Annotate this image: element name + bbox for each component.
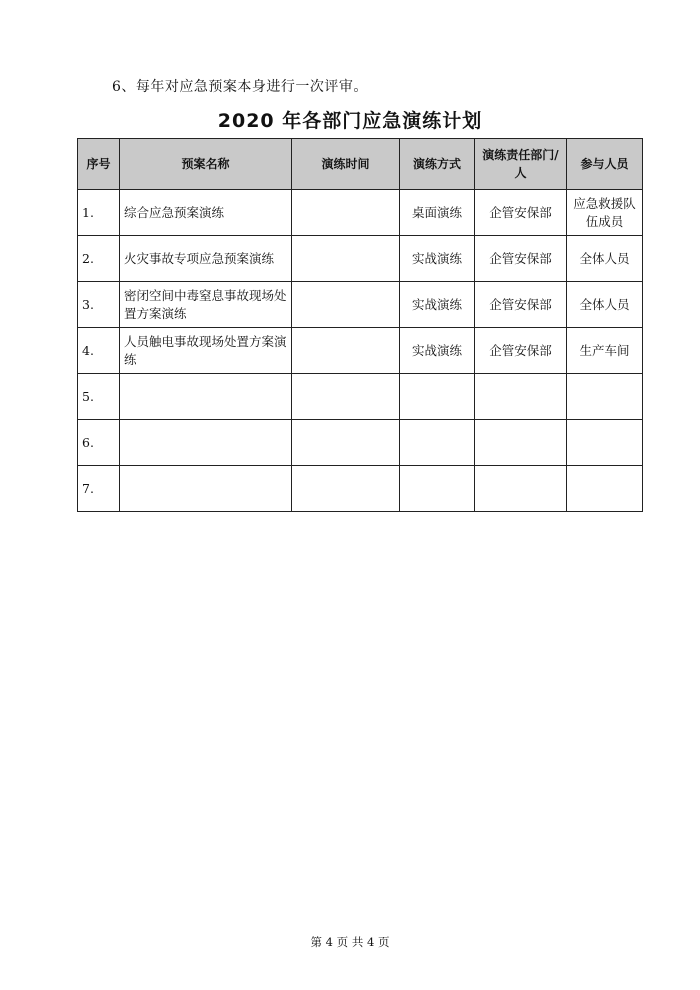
header-responsible-dept: 演练责任部门/人 bbox=[475, 139, 567, 190]
table-header-row bbox=[78, 139, 643, 190]
table-row bbox=[78, 420, 643, 466]
row-plan-name: 火灾事故专项应急预案演练 bbox=[120, 236, 292, 282]
row-responsible-dept: 企管安保部 bbox=[475, 190, 567, 236]
row-seq: 5. bbox=[78, 374, 120, 420]
row-responsible-dept: 企管安保部 bbox=[475, 282, 567, 328]
row-plan-name: 综合应急预案演练 bbox=[120, 190, 292, 236]
row-drill-method: 实战演练 bbox=[400, 328, 475, 374]
row-participants: 全体人员 bbox=[567, 236, 643, 282]
row-responsible-dept bbox=[475, 466, 567, 512]
row-drill-method: 实战演练 bbox=[400, 236, 475, 282]
intro-note: 6、每年对应急预案本身进行一次评审。 bbox=[112, 79, 368, 95]
row-responsible-dept bbox=[475, 420, 567, 466]
row-plan-name bbox=[120, 466, 292, 512]
row-drill-time bbox=[292, 282, 400, 328]
row-plan-name: 人员触电事故现场处置方案演练 bbox=[120, 328, 292, 374]
row-participants bbox=[567, 374, 643, 420]
row-drill-method bbox=[400, 466, 475, 512]
table-row bbox=[78, 374, 643, 420]
table-row bbox=[78, 236, 643, 282]
row-drill-time bbox=[292, 374, 400, 420]
row-drill-time bbox=[292, 328, 400, 374]
row-participants bbox=[567, 420, 643, 466]
row-responsible-dept: 企管安保部 bbox=[475, 328, 567, 374]
row-seq: 2. bbox=[78, 236, 120, 282]
header-participants: 参与人员 bbox=[567, 139, 643, 190]
table-row bbox=[78, 190, 643, 236]
row-seq: 4. bbox=[78, 328, 120, 374]
row-drill-time bbox=[292, 236, 400, 282]
row-participants: 全体人员 bbox=[567, 282, 643, 328]
row-drill-time bbox=[292, 420, 400, 466]
row-drill-time bbox=[292, 466, 400, 512]
row-plan-name bbox=[120, 420, 292, 466]
row-seq: 1. bbox=[78, 190, 120, 236]
header-plan-name: 预案名称 bbox=[120, 139, 292, 190]
row-participants bbox=[567, 466, 643, 512]
row-responsible-dept: 企管安保部 bbox=[475, 236, 567, 282]
row-plan-name bbox=[120, 374, 292, 420]
row-seq: 6. bbox=[78, 420, 120, 466]
header-drill-method: 演练方式 bbox=[400, 139, 475, 190]
row-participants: 应急救援队伍成员 bbox=[567, 190, 643, 236]
row-drill-method: 桌面演练 bbox=[400, 190, 475, 236]
row-responsible-dept bbox=[475, 374, 567, 420]
header-seq: 序号 bbox=[78, 139, 120, 190]
table-row bbox=[78, 328, 643, 374]
row-seq: 7. bbox=[78, 466, 120, 512]
row-drill-time bbox=[292, 190, 400, 236]
row-drill-method: 实战演练 bbox=[400, 282, 475, 328]
row-drill-method bbox=[400, 374, 475, 420]
row-seq: 3. bbox=[78, 282, 120, 328]
header-drill-time: 演练时间 bbox=[292, 139, 400, 190]
row-plan-name: 密闭空间中毒窒息事故现场处置方案演练 bbox=[120, 282, 292, 328]
table-row bbox=[78, 282, 643, 328]
page-footer: 第 4 页 共 4 页 bbox=[310, 935, 390, 949]
row-participants: 生产车间 bbox=[567, 328, 643, 374]
page-title: 2020 年各部门应急演练计划 bbox=[217, 110, 483, 132]
table-row bbox=[78, 466, 643, 512]
row-drill-method bbox=[400, 420, 475, 466]
drill-plan-table bbox=[77, 138, 643, 512]
